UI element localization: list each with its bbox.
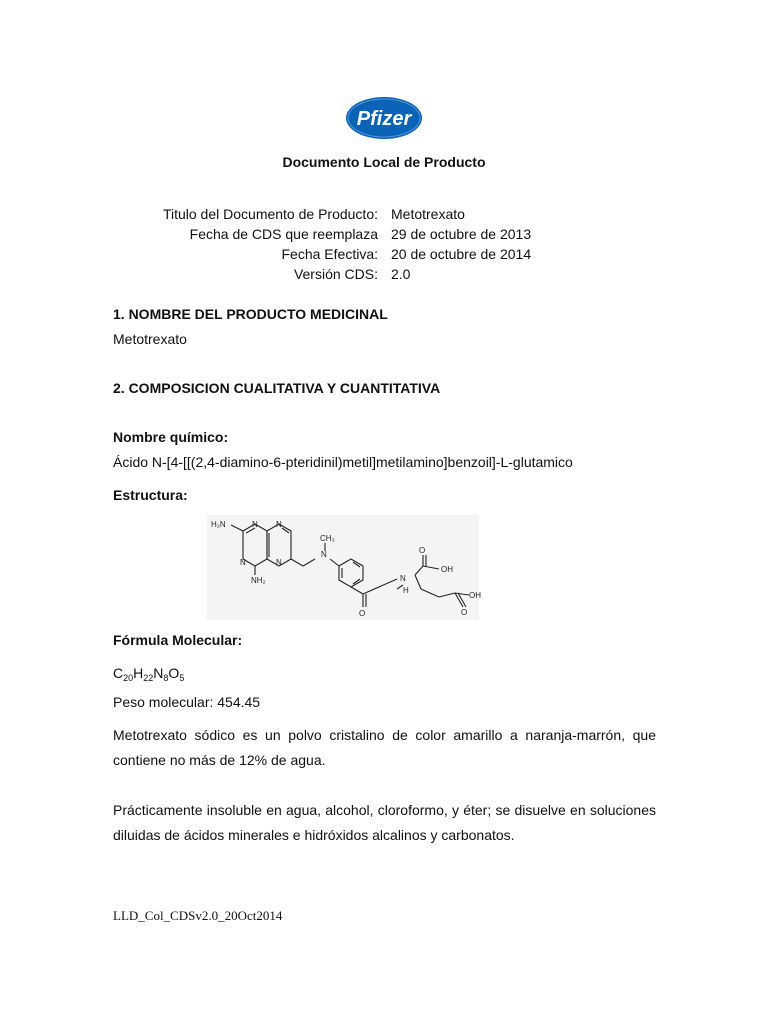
meta-value: 29 de octubre de 2013 (391, 226, 532, 242)
meta-label: Versión CDS: (293, 266, 378, 282)
oxygen-label: O (461, 608, 468, 617)
nitrogen-label: N (252, 520, 258, 529)
section-2-heading: 2. COMPOSICION CUALITATIVA Y CUANTITATIVA (113, 380, 441, 396)
meta-value: Metotrexato (391, 206, 465, 222)
chemical-name-label: Nombre químico: (113, 429, 229, 445)
logo-text: Pfizer (356, 108, 412, 130)
meta-value: 2.0 (391, 266, 411, 282)
amino-label: NH₂ (251, 576, 266, 585)
hydrogen-label: H (403, 586, 409, 595)
product-name: Metotrexato (113, 331, 187, 347)
nitrogen-label: N (276, 558, 282, 567)
nitrogen-label: N (276, 520, 282, 529)
section-1-heading: 1. NOMBRE DEL PRODUCTO MEDICINAL (113, 306, 388, 322)
meta-row-cds-date (0, 224, 768, 244)
meta-label: Titulo del Documento de Producto: (162, 206, 378, 222)
oxygen-label: O (419, 546, 426, 555)
meta-row-version (0, 264, 768, 284)
hydroxyl-label: OH (441, 565, 453, 574)
hydroxyl-label: OH (469, 591, 481, 600)
amide-nitrogen-label: N (400, 574, 406, 583)
footer-document-id: LLD_Col_CDSv2.0_20Oct2014 (113, 908, 283, 923)
chemical-structure-diagram (207, 515, 479, 620)
chemical-name: Ácido N-[4-[[(2,4-diamino-6-pteridinil)metil]metilamino]benzoil]-L-glutamico (113, 454, 573, 470)
solubility-paragraph: Prácticamente insoluble en agua, alcohol, cloroformo, y éter; se disuelve en soluciones diluidas de ácidos minerales e hidróxidos alcalinos y carbonatos. (113, 802, 656, 843)
methyl-label: CH₃ (320, 534, 335, 543)
meta-value: 20 de octubre de 2014 (391, 246, 532, 262)
document-title: Documento Local de Producto (282, 154, 486, 170)
molecular-formula: $C_{20}H_{22}N_8O_5$ (113, 665, 185, 683)
oxygen-label: O (359, 609, 366, 618)
description-paragraph: Metotrexato sódico es un polvo cristalino de color amarillo a naranja-marrón, que contiene no más de 12% de agua. (113, 727, 656, 768)
meta-row-effective-date (0, 244, 768, 264)
pfizer-logo (344, 95, 424, 141)
meta-row-title (0, 204, 768, 224)
nitrogen-label: N (240, 558, 246, 567)
structure-label: Estructura: (113, 487, 188, 503)
metadata-block (0, 204, 768, 284)
meta-label: Fecha Efectiva: (281, 246, 378, 262)
amino-label: H₂N (211, 520, 226, 529)
molecular-formula-label: Fórmula Molecular: (113, 632, 243, 648)
meta-label: Fecha de CDS que reemplaza (189, 226, 378, 242)
nitrogen-label: N (321, 550, 327, 559)
molecular-weight: Peso molecular: 454.45 (113, 694, 261, 710)
